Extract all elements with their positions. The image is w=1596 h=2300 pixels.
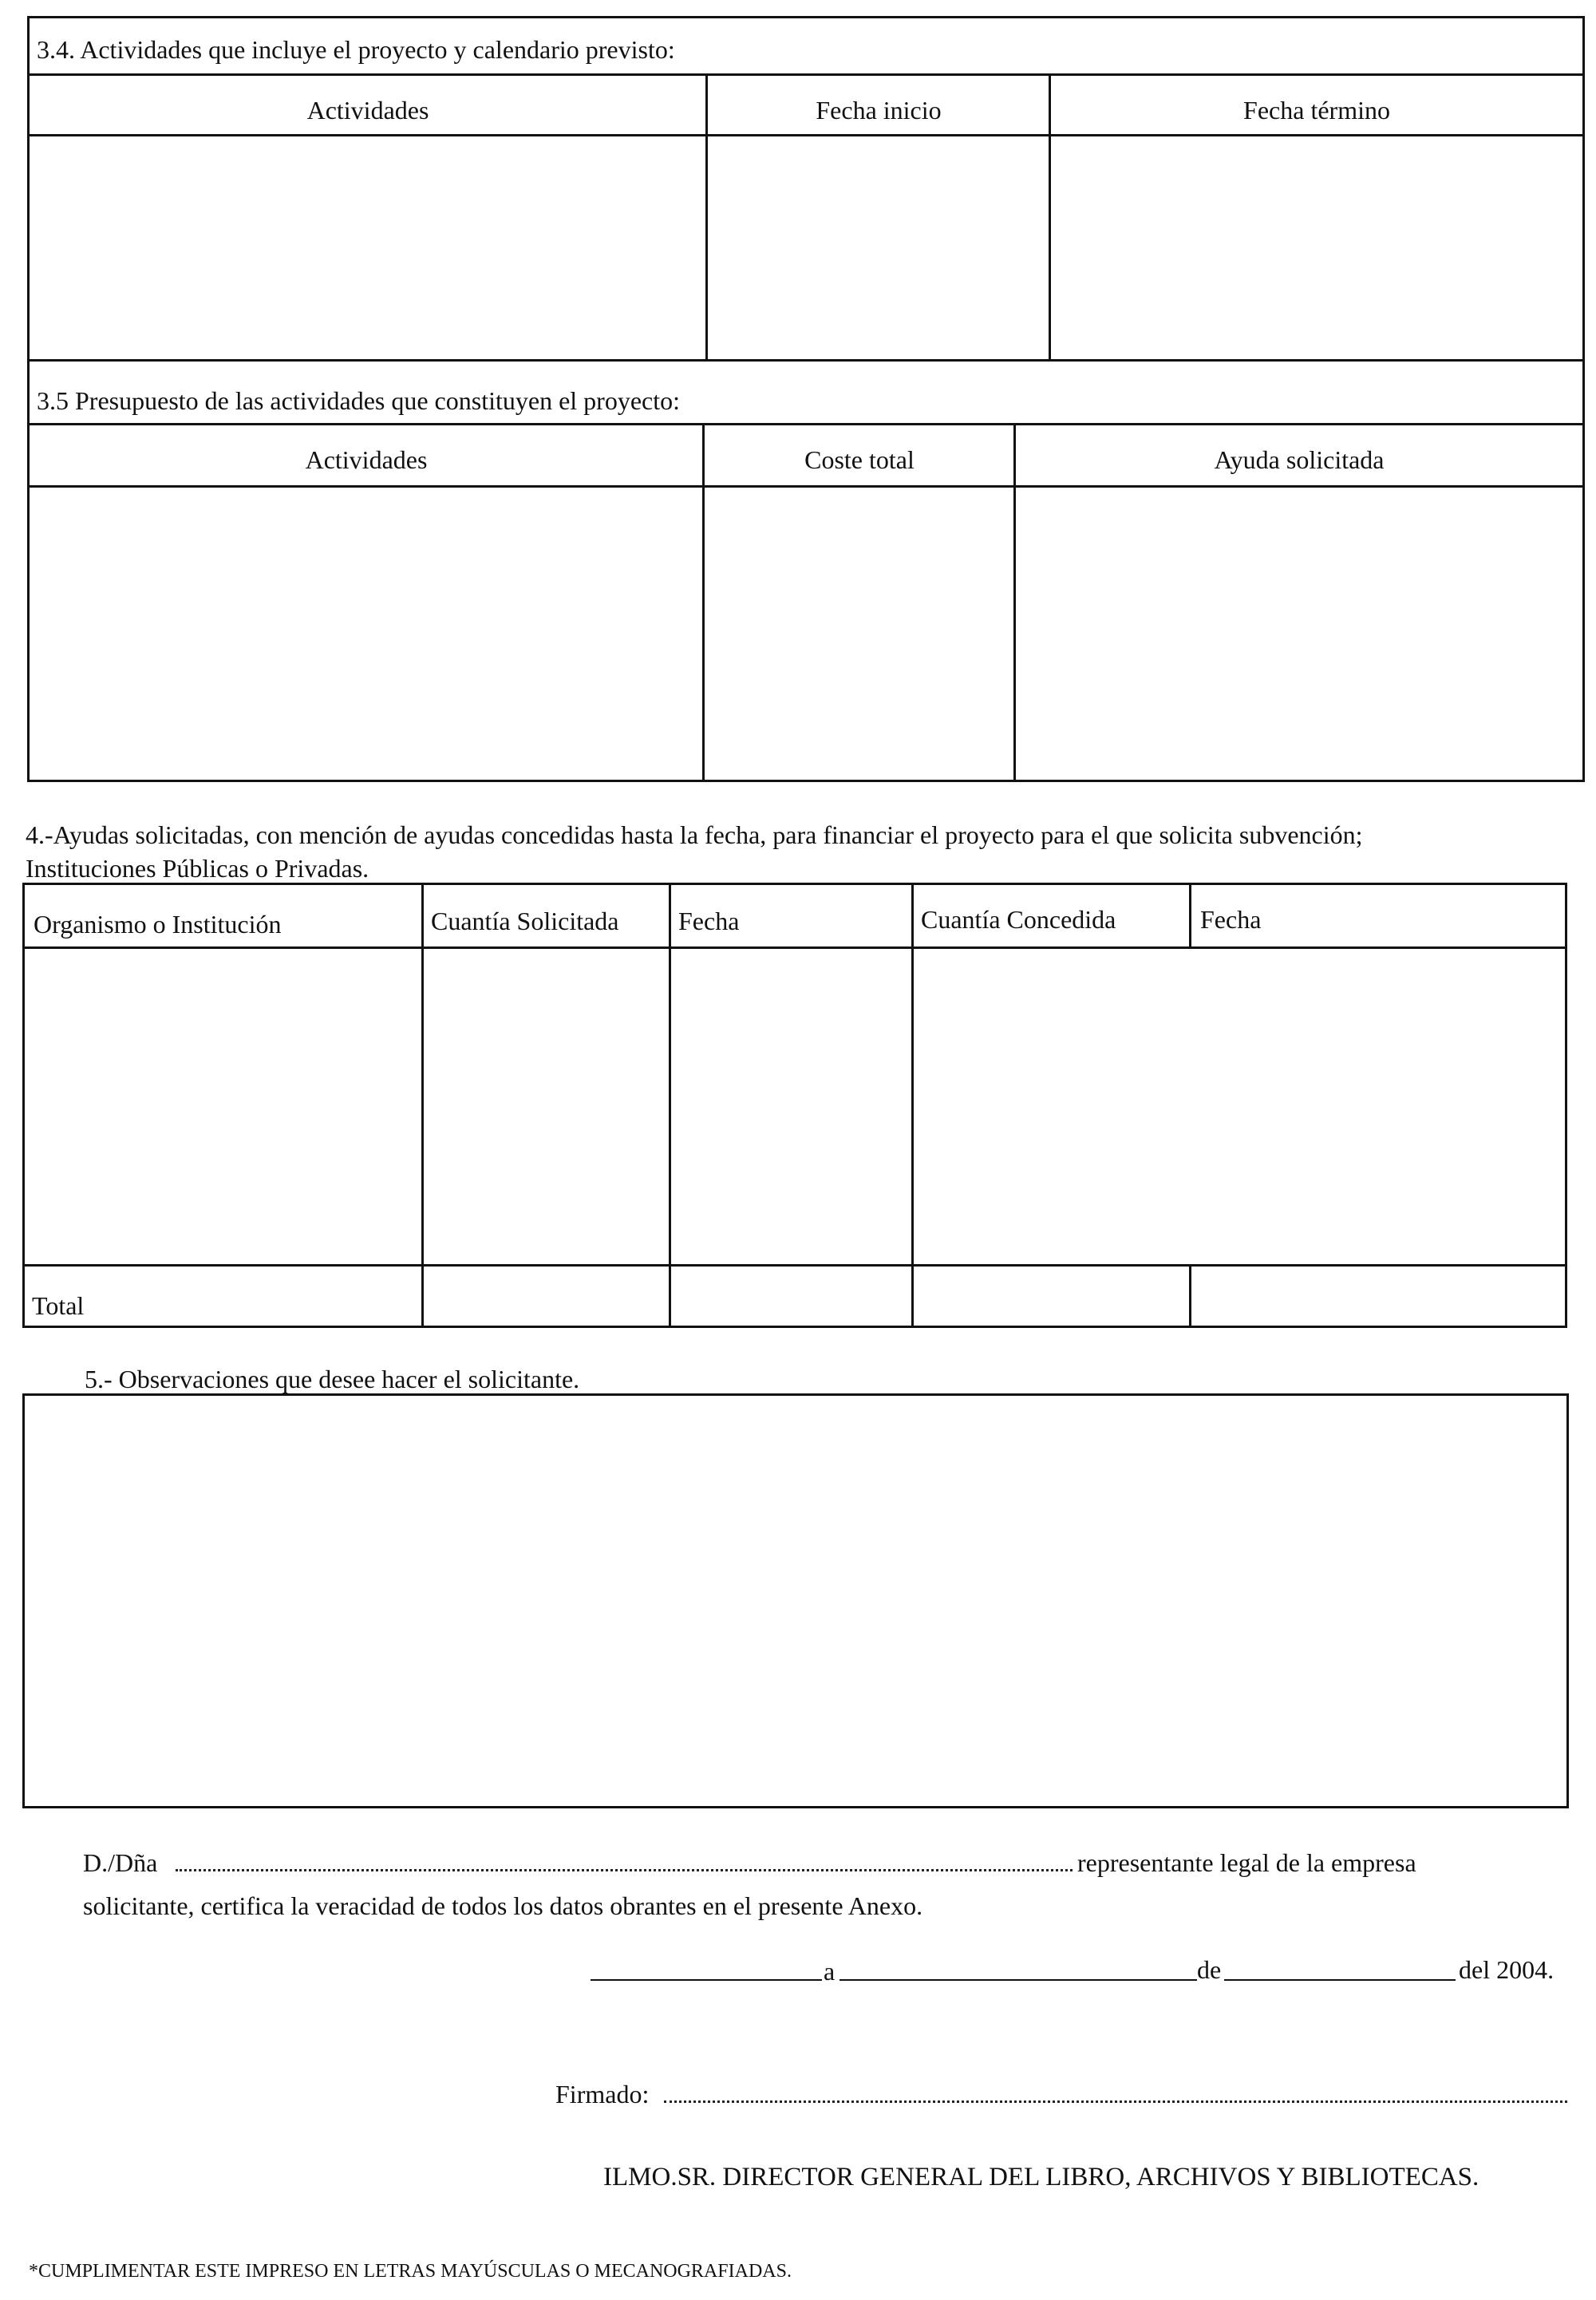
footnote: *CUMPLIMENTAR ESTE IMPRESO EN LETRAS MAYÚSCULAS O MECANOGRAFIADAS. <box>29 2261 792 2282</box>
date-a-label: a <box>824 1957 836 1986</box>
col-header-date: Fecha <box>1200 905 1262 934</box>
divider <box>702 423 705 782</box>
col-header-amount-requested: Cuantía Solicitada <box>431 907 619 935</box>
signature-field[interactable] <box>664 2100 1567 2103</box>
total-date-granted-cell[interactable] <box>1191 1267 1565 1326</box>
divider <box>27 359 1585 362</box>
budget-activity-cell[interactable] <box>30 488 701 780</box>
col-header-date: Fecha <box>678 907 740 935</box>
place-field[interactable] <box>591 1979 822 1981</box>
applicant-name-field[interactable] <box>176 1869 1073 1871</box>
activity-cell[interactable] <box>30 136 705 357</box>
col-header-organization: Organismo o Institución <box>34 910 282 939</box>
organization-cell[interactable] <box>25 949 421 1263</box>
end-date-cell[interactable] <box>1053 136 1582 357</box>
divider <box>1013 423 1016 782</box>
amount-granted-cell[interactable] <box>914 949 1565 1263</box>
date-de-label: de <box>1197 1955 1222 1984</box>
divider <box>27 423 1585 425</box>
total-amount-requested-cell[interactable] <box>424 1267 669 1326</box>
certification-prefix: D./Dña <box>83 1848 158 1877</box>
divider <box>1189 883 1191 948</box>
date-year-label: del 2004. <box>1459 1955 1555 1984</box>
addressee: ILMO.SR. DIRECTOR GENERAL DEL LIBRO, ARCHIVOS Y BIBLIOTECAS. <box>603 2163 1479 2191</box>
col-header-end-date: Fecha término <box>1243 96 1390 124</box>
col-header-requested-aid: Ayuda solicitada <box>1214 445 1385 474</box>
start-date-cell[interactable] <box>709 136 1048 357</box>
signature-label: Firmado: <box>555 2080 650 2108</box>
col-header-activities: Actividades <box>305 445 428 474</box>
section-4-title: 4.-Ayudas solicitadas, con mención de ayudas concedidas hasta la fecha, para financiar el proyecto para el que solicita subvención; <box>26 820 1363 849</box>
section-5-title: 5.- Observaciones que desee hacer el solicitante. <box>85 1365 580 1393</box>
total-label: Total <box>32 1291 85 1320</box>
divider <box>27 73 1585 76</box>
total-cost-cell[interactable] <box>706 488 1013 780</box>
certification-suffix: representante legal de la empresa <box>1077 1848 1416 1877</box>
col-header-start-date: Fecha inicio <box>816 96 942 124</box>
section-3-4-title: 3.4. Actividades que incluye el proyecto y calendario previsto: <box>37 35 675 64</box>
total-amount-granted-cell[interactable] <box>914 1267 1189 1326</box>
day-field[interactable] <box>839 1979 1197 1981</box>
observations-box[interactable] <box>22 1393 1569 1808</box>
divider <box>1049 73 1051 359</box>
divider <box>705 73 708 359</box>
total-date-cell[interactable] <box>671 1267 911 1326</box>
amount-requested-cell[interactable] <box>424 949 669 1263</box>
month-field[interactable] <box>1224 1979 1456 1981</box>
certification-text: solicitante, certifica la veracidad de todos los datos obrantes en el presente Anexo. <box>83 1891 923 1920</box>
section-3-5-title: 3.5 Presupuesto de las actividades que constituyen el proyecto: <box>37 386 681 415</box>
section-4-subtitle: Instituciones Públicas o Privadas. <box>26 854 369 883</box>
col-header-amount-granted: Cuantía Concedida <box>921 905 1116 934</box>
col-header-activities: Actividades <box>306 96 429 124</box>
col-header-total-cost: Coste total <box>804 445 915 474</box>
date-requested-cell[interactable] <box>671 949 911 1263</box>
requested-aid-cell[interactable] <box>1017 488 1582 780</box>
